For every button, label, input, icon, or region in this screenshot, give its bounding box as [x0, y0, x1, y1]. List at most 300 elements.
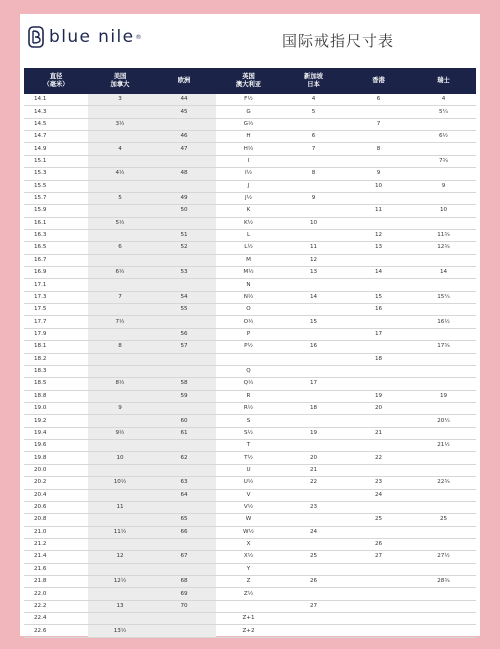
- table-cell: 48: [152, 168, 216, 180]
- column-header-label: 澳大利亚: [235, 81, 262, 88]
- table-cell: [88, 440, 152, 452]
- table-cell: 6: [88, 242, 152, 254]
- table-cell: [152, 254, 216, 266]
- table-cell: [281, 440, 346, 452]
- table-cell: 21.6: [24, 563, 88, 575]
- table-cell: 63: [152, 477, 216, 489]
- table-cell: [281, 155, 346, 167]
- table-cell: 19.6: [24, 440, 88, 452]
- table-row: [24, 489, 476, 501]
- table-cell: 17¾: [411, 341, 476, 353]
- table-cell: [411, 464, 476, 476]
- ring-size-table: [24, 68, 476, 638]
- table-cell: [346, 341, 411, 353]
- table-cell: 18.3: [24, 365, 88, 377]
- brand-name: blue nile: [49, 27, 135, 47]
- table-cell: [216, 353, 281, 365]
- table-cell: 21: [346, 427, 411, 439]
- table-row: [24, 613, 476, 625]
- table-cell: T½: [216, 452, 281, 464]
- table-cell: 5¼: [411, 106, 476, 118]
- table-cell: Z+2: [216, 625, 281, 637]
- table-cell: 9: [346, 168, 411, 180]
- table-cell: 20¼: [411, 415, 476, 427]
- column-header-label: 美国: [113, 73, 127, 80]
- table-cell: [411, 538, 476, 550]
- table-cell: [281, 625, 346, 637]
- table-cell: 15: [346, 291, 411, 303]
- table-cell: [281, 563, 346, 575]
- table-cell: [152, 217, 216, 229]
- table-cell: [88, 106, 152, 118]
- table-row: [24, 353, 476, 365]
- table-cell: 7: [346, 118, 411, 130]
- table-cell: [411, 489, 476, 501]
- table-cell: 22.0: [24, 588, 88, 600]
- table-cell: 19.2: [24, 415, 88, 427]
- table-row: [24, 514, 476, 526]
- table-cell: 17: [281, 378, 346, 390]
- table-cell: 11: [346, 205, 411, 217]
- table-row: [24, 390, 476, 402]
- size-chart-sheet: [20, 14, 480, 636]
- table-cell: Z½: [216, 588, 281, 600]
- table-cell: 59: [152, 390, 216, 402]
- table-cell: [411, 254, 476, 266]
- table-cell: 53: [152, 267, 216, 279]
- table-cell: 4: [411, 94, 476, 106]
- table-cell: 6½: [88, 267, 152, 279]
- table-cell: [152, 279, 216, 291]
- table-cell: 5½: [88, 217, 152, 229]
- table-cell: 16: [281, 341, 346, 353]
- table-cell: 60: [152, 415, 216, 427]
- table-cell: [281, 489, 346, 501]
- column-header: [411, 68, 476, 94]
- table-cell: 17.7: [24, 316, 88, 328]
- table-cell: 49: [152, 192, 216, 204]
- table-cell: 12: [346, 229, 411, 241]
- table-cell: [281, 180, 346, 192]
- table-cell: 19.0: [24, 402, 88, 414]
- table-row: [24, 427, 476, 439]
- table-cell: [411, 168, 476, 180]
- table-cell: [346, 254, 411, 266]
- table-cell: [281, 415, 346, 427]
- column-header: [281, 68, 346, 94]
- table-cell: [281, 365, 346, 377]
- table-cell: 14.9: [24, 143, 88, 155]
- table-cell: [281, 304, 346, 316]
- table-cell: 18: [281, 402, 346, 414]
- table-cell: [411, 304, 476, 316]
- table-cell: [411, 402, 476, 414]
- table-cell: [411, 378, 476, 390]
- table-cell: 23: [346, 477, 411, 489]
- table-cell: [152, 538, 216, 550]
- table-cell: [88, 489, 152, 501]
- table-cell: [411, 613, 476, 625]
- table-cell: 58: [152, 378, 216, 390]
- table-cell: [88, 588, 152, 600]
- table-cell: 19: [411, 390, 476, 402]
- table-cell: [152, 155, 216, 167]
- table-cell: [411, 526, 476, 538]
- table-cell: [88, 353, 152, 365]
- brand-logo: [28, 26, 141, 48]
- table-row: [24, 106, 476, 118]
- table-cell: 19.8: [24, 452, 88, 464]
- table-cell: [88, 279, 152, 291]
- table-cell: [346, 106, 411, 118]
- column-header-label: 直径: [49, 73, 63, 80]
- table-cell: 54: [152, 291, 216, 303]
- table-cell: [88, 415, 152, 427]
- table-cell: V½: [216, 501, 281, 513]
- table-row: [24, 217, 476, 229]
- table-row: [24, 600, 476, 612]
- table-body: [24, 94, 476, 637]
- table-cell: [152, 464, 216, 476]
- table-cell: [152, 118, 216, 130]
- table-row: [24, 378, 476, 390]
- table-cell: 70: [152, 600, 216, 612]
- table-cell: 6½: [411, 131, 476, 143]
- table-cell: 44: [152, 94, 216, 106]
- table-cell: 14: [281, 291, 346, 303]
- table-cell: [88, 613, 152, 625]
- table-cell: [346, 440, 411, 452]
- table-cell: 17.1: [24, 279, 88, 291]
- table-cell: 12: [88, 551, 152, 563]
- table-cell: [346, 464, 411, 476]
- table-cell: 3½: [88, 118, 152, 130]
- table-cell: 22: [281, 477, 346, 489]
- column-header: [152, 68, 216, 94]
- table-cell: 21½: [411, 440, 476, 452]
- table-cell: [281, 328, 346, 340]
- table-cell: [152, 353, 216, 365]
- table-row: [24, 205, 476, 217]
- page-title: 国际戒指尺寸表: [281, 32, 394, 50]
- table-cell: 10: [411, 205, 476, 217]
- table-cell: [152, 563, 216, 575]
- table-cell: 14: [411, 267, 476, 279]
- column-header-label: 加拿大: [110, 81, 130, 88]
- table-cell: K: [216, 205, 281, 217]
- table-row: [24, 526, 476, 538]
- table-row: [24, 94, 476, 106]
- table-cell: 27: [346, 551, 411, 563]
- table-row: [24, 477, 476, 489]
- table-cell: 20: [281, 452, 346, 464]
- table-cell: 21.8: [24, 576, 88, 588]
- table-cell: 14: [346, 267, 411, 279]
- table-cell: 17.9: [24, 328, 88, 340]
- table-cell: X: [216, 538, 281, 550]
- table-cell: [88, 254, 152, 266]
- table-cell: R½: [216, 402, 281, 414]
- table-cell: [346, 563, 411, 575]
- table-cell: R: [216, 390, 281, 402]
- table-cell: 20.4: [24, 489, 88, 501]
- table-cell: 4½: [88, 168, 152, 180]
- table-row: [24, 118, 476, 130]
- column-header: [88, 68, 152, 94]
- table-cell: [281, 205, 346, 217]
- table-row: [24, 155, 476, 167]
- table-cell: 23: [281, 501, 346, 513]
- table-cell: [411, 625, 476, 637]
- table-cell: [346, 501, 411, 513]
- table-cell: 15.1: [24, 155, 88, 167]
- table-row: [24, 440, 476, 452]
- table-row: [24, 254, 476, 266]
- table-cell: N: [216, 279, 281, 291]
- table-cell: [411, 353, 476, 365]
- table-row: [24, 291, 476, 303]
- table-cell: 21.0: [24, 526, 88, 538]
- table-cell: [346, 625, 411, 637]
- table-cell: [281, 118, 346, 130]
- table-cell: [281, 613, 346, 625]
- table-cell: [411, 501, 476, 513]
- table-row: [24, 267, 476, 279]
- table-row: [24, 415, 476, 427]
- table-cell: 64: [152, 489, 216, 501]
- table-row: [24, 180, 476, 192]
- table-cell: [216, 600, 281, 612]
- table-cell: 3: [88, 94, 152, 106]
- table-cell: 5: [88, 192, 152, 204]
- table-cell: 57: [152, 341, 216, 353]
- table-cell: 61: [152, 427, 216, 439]
- table-cell: O½: [216, 316, 281, 328]
- table-cell: [152, 440, 216, 452]
- table-cell: [281, 514, 346, 526]
- table-row: [24, 588, 476, 600]
- table-cell: [88, 304, 152, 316]
- table-cell: 14.1: [24, 94, 88, 106]
- table-cell: V: [216, 489, 281, 501]
- table-cell: P½: [216, 341, 281, 353]
- table-cell: 9: [411, 180, 476, 192]
- column-header-label: 英国: [242, 73, 255, 80]
- table-row: [24, 229, 476, 241]
- table-row: [24, 279, 476, 291]
- table-cell: 65: [152, 514, 216, 526]
- table-cell: 66: [152, 526, 216, 538]
- table-cell: 51: [152, 229, 216, 241]
- table-cell: [346, 613, 411, 625]
- table-cell: 15: [281, 316, 346, 328]
- table-cell: N½: [216, 291, 281, 303]
- table-cell: 18: [346, 353, 411, 365]
- table-cell: [88, 155, 152, 167]
- table-cell: [88, 563, 152, 575]
- table-cell: [411, 328, 476, 340]
- table-cell: [281, 588, 346, 600]
- table-cell: S: [216, 415, 281, 427]
- table-cell: M: [216, 254, 281, 266]
- table-cell: 19: [346, 390, 411, 402]
- table-cell: [346, 131, 411, 143]
- table-cell: Q½: [216, 378, 281, 390]
- table-cell: [88, 538, 152, 550]
- table-row: [24, 316, 476, 328]
- table-cell: 6: [346, 94, 411, 106]
- table-cell: 11: [281, 242, 346, 254]
- table-cell: 13: [346, 242, 411, 254]
- table-cell: 20: [346, 402, 411, 414]
- table-cell: 15.5: [24, 180, 88, 192]
- table-cell: 22.4: [24, 613, 88, 625]
- table-cell: 16.7: [24, 254, 88, 266]
- table-cell: 11½: [88, 526, 152, 538]
- table-cell: X½: [216, 551, 281, 563]
- table-cell: 18.2: [24, 353, 88, 365]
- table-cell: 26: [346, 538, 411, 550]
- table-cell: 12: [281, 254, 346, 266]
- table-cell: 8: [346, 143, 411, 155]
- table-cell: 20.2: [24, 477, 88, 489]
- table-cell: [88, 464, 152, 476]
- table-cell: L½: [216, 242, 281, 254]
- table-cell: 17.3: [24, 291, 88, 303]
- table-cell: F½: [216, 94, 281, 106]
- table-cell: [88, 328, 152, 340]
- table-cell: [281, 353, 346, 365]
- table-row: [24, 501, 476, 513]
- table-cell: 10: [88, 452, 152, 464]
- table-cell: [346, 217, 411, 229]
- table-cell: 20.0: [24, 464, 88, 476]
- table-cell: [152, 501, 216, 513]
- table-cell: 15¼: [411, 291, 476, 303]
- table-cell: 14.3: [24, 106, 88, 118]
- column-header: [24, 68, 88, 94]
- table-cell: 17: [346, 328, 411, 340]
- table-cell: O: [216, 304, 281, 316]
- table-row: [24, 192, 476, 204]
- table-row: [24, 143, 476, 155]
- table-cell: 16½: [411, 316, 476, 328]
- table-cell: 52: [152, 242, 216, 254]
- table-row: [24, 576, 476, 588]
- table-cell: H½: [216, 143, 281, 155]
- table-cell: [411, 143, 476, 155]
- table-cell: [88, 131, 152, 143]
- table-cell: 4: [281, 94, 346, 106]
- column-header-label: 香港: [372, 77, 385, 84]
- table-cell: 16: [346, 304, 411, 316]
- table-cell: 18.1: [24, 341, 88, 353]
- table-cell: 22.2: [24, 600, 88, 612]
- table-cell: 15.3: [24, 168, 88, 180]
- column-header-label: （毫米）: [43, 81, 69, 88]
- table-cell: 8: [281, 168, 346, 180]
- table-cell: 7: [88, 291, 152, 303]
- table-cell: [88, 365, 152, 377]
- table-row: [24, 402, 476, 414]
- table-cell: 9½: [88, 427, 152, 439]
- table-cell: 14.5: [24, 118, 88, 130]
- table-cell: [88, 205, 152, 217]
- table-cell: [88, 390, 152, 402]
- table-cell: 18.8: [24, 390, 88, 402]
- table-cell: 7¾: [411, 155, 476, 167]
- header: [20, 14, 480, 66]
- table-cell: [411, 563, 476, 575]
- table-cell: 67: [152, 551, 216, 563]
- table-row: [24, 242, 476, 254]
- table-cell: G½: [216, 118, 281, 130]
- table-cell: 25: [281, 551, 346, 563]
- table-cell: G: [216, 106, 281, 118]
- table-cell: 12½: [88, 576, 152, 588]
- table-row: [24, 341, 476, 353]
- table-row: [24, 625, 476, 637]
- table-cell: [346, 365, 411, 377]
- table-cell: [152, 613, 216, 625]
- table-cell: M½: [216, 267, 281, 279]
- table-cell: 21: [281, 464, 346, 476]
- table-cell: 22¾: [411, 477, 476, 489]
- table-cell: [411, 452, 476, 464]
- table-cell: J: [216, 180, 281, 192]
- table-row: [24, 168, 476, 180]
- table-cell: S½: [216, 427, 281, 439]
- table-cell: 10½: [88, 477, 152, 489]
- table-cell: [411, 279, 476, 291]
- table-cell: 11¾: [411, 229, 476, 241]
- table-cell: 11: [88, 501, 152, 513]
- table-cell: 28¾: [411, 576, 476, 588]
- table-cell: 69: [152, 588, 216, 600]
- table-cell: 27½: [411, 551, 476, 563]
- table-row: [24, 538, 476, 550]
- table-cell: [346, 316, 411, 328]
- table-cell: [411, 217, 476, 229]
- table-cell: [152, 365, 216, 377]
- column-header-label: 新加坡: [304, 73, 323, 80]
- table-cell: [411, 588, 476, 600]
- column-header: [216, 68, 281, 94]
- table-cell: 10: [281, 217, 346, 229]
- column-header-label: 日本: [307, 81, 320, 88]
- column-header: [346, 68, 411, 94]
- table-cell: 62: [152, 452, 216, 464]
- table-cell: [346, 192, 411, 204]
- table-cell: I½: [216, 168, 281, 180]
- table-cell: 16.9: [24, 267, 88, 279]
- table-cell: [346, 526, 411, 538]
- table-cell: 21.2: [24, 538, 88, 550]
- table-cell: [88, 514, 152, 526]
- table-row: [24, 452, 476, 464]
- table-cell: Z+1: [216, 613, 281, 625]
- table-cell: [346, 378, 411, 390]
- table-cell: 56: [152, 328, 216, 340]
- table-cell: 9: [88, 402, 152, 414]
- table-cell: 45: [152, 106, 216, 118]
- table-cell: W½: [216, 526, 281, 538]
- table-cell: W: [216, 514, 281, 526]
- table-cell: [152, 180, 216, 192]
- table-cell: 9: [281, 192, 346, 204]
- table-cell: 13½: [88, 625, 152, 637]
- table-cell: [411, 427, 476, 439]
